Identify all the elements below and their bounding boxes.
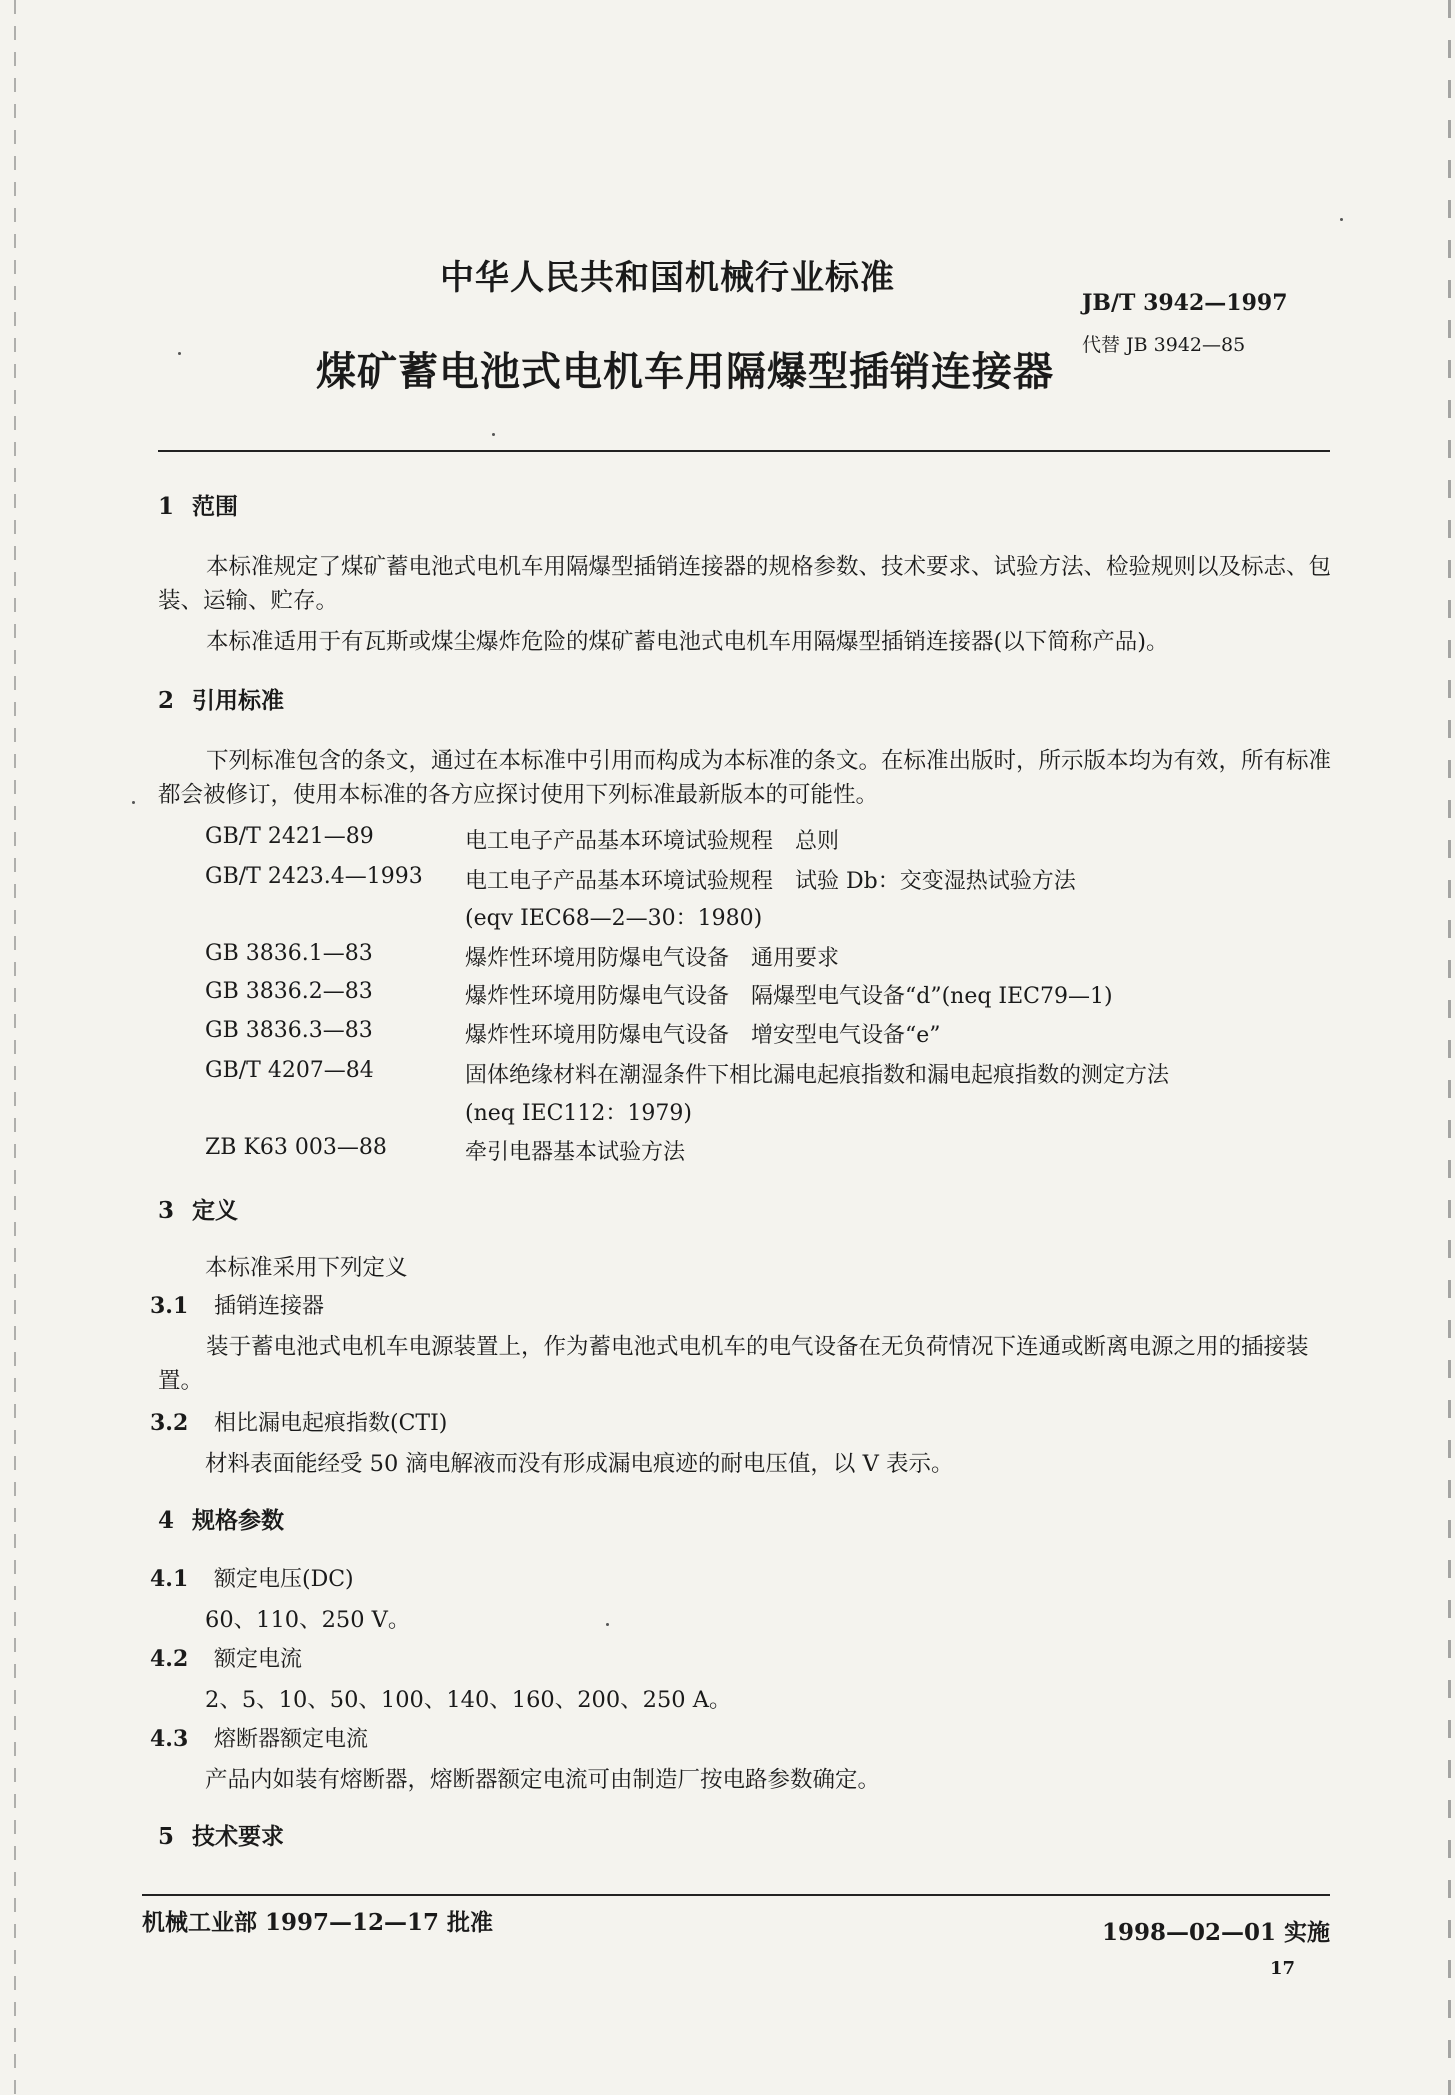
footer-rule — [142, 1894, 1330, 1896]
scan-speck — [492, 433, 495, 436]
section-title: 范围 — [192, 493, 238, 520]
subsection-number: 4.2 — [150, 1646, 189, 1672]
scan-speck — [132, 801, 135, 804]
page-number: 17 — [1270, 1958, 1296, 1979]
section-3-heading — [158, 1192, 238, 1225]
section-5-heading — [158, 1818, 284, 1851]
subsection-3-2-text: 材料表面能经受 50 滴电解液而没有形成漏电痕迹的耐电压值，以 V 表示。 — [205, 1451, 954, 1477]
document-title: 煤矿蓄电池式电机车用隔爆型插销连接器 — [316, 349, 1054, 395]
section-title: 定义 — [192, 1197, 238, 1224]
reference-code: GB 3836.1—83 — [205, 941, 373, 966]
section-1-para-1: 本标准规定了煤矿蓄电池式电机车用隔爆型插销连接器的规格参数、技术要求、试验方法、检验规则以及标志、包装、运输、贮存。 — [158, 554, 1332, 614]
reference-title: 爆炸性环境用防爆电气设备 隔爆型电气设备“d”(neq IEC79—1) — [465, 984, 1113, 1009]
subsection-title: 额定电流 — [214, 1647, 303, 1672]
subsection-number: 3.2 — [150, 1410, 189, 1436]
section-4-heading — [158, 1502, 284, 1535]
reference-code: ZB K63 003—88 — [205, 1135, 387, 1160]
section-2-heading — [158, 682, 284, 715]
reference-code: GB/T 2421—89 — [205, 824, 374, 849]
subsection-3-2-heading — [150, 1406, 447, 1437]
reference-title: 爆炸性环境用防爆电气设备 通用要求 — [465, 946, 840, 971]
subsection-4-2-text: 2、5、10、50、100、140、160、200、250 A。 — [205, 1687, 732, 1713]
reference-code: GB/T 4207—84 — [205, 1058, 374, 1083]
scan-edge-left — [14, 0, 16, 2095]
effective-date: 1998—02—01 实施 — [1102, 1919, 1331, 1946]
section-title: 引用标准 — [192, 687, 284, 714]
scan-edge-right — [1448, 0, 1451, 2095]
subsection-number: 4.1 — [150, 1566, 189, 1592]
scan-speck — [178, 352, 181, 355]
scan-speck — [1340, 218, 1343, 221]
subsection-number: 3.1 — [150, 1293, 189, 1319]
subsection-4-3-heading — [150, 1722, 368, 1753]
subsection-title: 相比漏电起痕指数(CTI) — [214, 1411, 448, 1436]
subsection-title: 熔断器额定电流 — [214, 1727, 369, 1752]
reference-title: (neq IEC112：1979) — [465, 1101, 692, 1126]
reference-title: 电工电子产品基本环境试验规程 试验 Db：交变湿热试验方法 — [465, 869, 1076, 894]
section-number: 2 — [158, 687, 175, 714]
section-title: 规格参数 — [192, 1507, 284, 1534]
section-title: 技术要求 — [192, 1823, 284, 1850]
section-1-heading — [158, 488, 238, 521]
section-3-intro: 本标准采用下列定义 — [205, 1255, 408, 1281]
reference-title: 固体绝缘材料在潮湿条件下相比漏电起痕指数和漏电起痕指数的测定方法 — [465, 1063, 1170, 1088]
reference-title: 爆炸性环境用防爆电气设备 增安型电气设备“e” — [465, 1023, 941, 1048]
replaces-code: 代替 JB 3942—85 — [1082, 334, 1246, 356]
subsection-4-1-heading — [150, 1562, 354, 1593]
subsection-4-3-text: 产品内如装有熔断器，熔断器额定电流可由制造厂按电路参数确定。 — [205, 1767, 881, 1793]
header-rule — [158, 450, 1330, 452]
section-number: 1 — [158, 493, 175, 520]
section-number: 4 — [158, 1507, 175, 1534]
approval-line: 机械工业部 1997—12—17 批准 — [142, 1909, 494, 1936]
standard-org-title: 中华人民共和国机械行业标准 — [440, 258, 895, 298]
reference-title: (eqv IEC68—2—30：1980) — [465, 906, 763, 931]
reference-code: GB/T 2423.4—1993 — [205, 864, 423, 889]
section-number: 5 — [158, 1823, 175, 1850]
standard-code: JB/T 3942—1997 — [1082, 290, 1288, 316]
reference-code: GB 3836.2—83 — [205, 979, 373, 1004]
reference-code: GB 3836.3—83 — [205, 1018, 373, 1043]
reference-title: 牵引电器基本试验方法 — [465, 1140, 686, 1165]
scan-speck — [606, 1623, 609, 1626]
subsection-title: 插销连接器 — [214, 1294, 325, 1319]
reference-title: 电工电子产品基本环境试验规程 总则 — [465, 829, 840, 854]
subsection-number: 4.3 — [150, 1726, 189, 1752]
section-number: 3 — [158, 1197, 175, 1224]
subsection-4-1-text: 60、110、250 V。 — [205, 1607, 411, 1633]
subsection-3-1-text: 装于蓄电池式电机车电源装置上，作为蓄电池式电机车的电气设备在无负荷情况下连通或断离电源之用的插接装置。 — [158, 1334, 1309, 1394]
section-1-para-2: 本标准适用于有瓦斯或煤尘爆炸危险的煤矿蓄电池式电机车用隔爆型插销连接器(以下简称产品)。 — [206, 629, 1169, 655]
subsection-4-2-heading — [150, 1642, 302, 1673]
subsection-3-1-heading — [150, 1289, 324, 1320]
subsection-title: 额定电压(DC) — [214, 1567, 354, 1592]
section-2-intro: 下列标准包含的条文，通过在本标准中引用而构成为本标准的条文。在标准出版时，所示版本均为有效，所有标准都会被修订，使用本标准的各方应探讨使用下列标准最新版本的可能性。 — [158, 748, 1332, 808]
